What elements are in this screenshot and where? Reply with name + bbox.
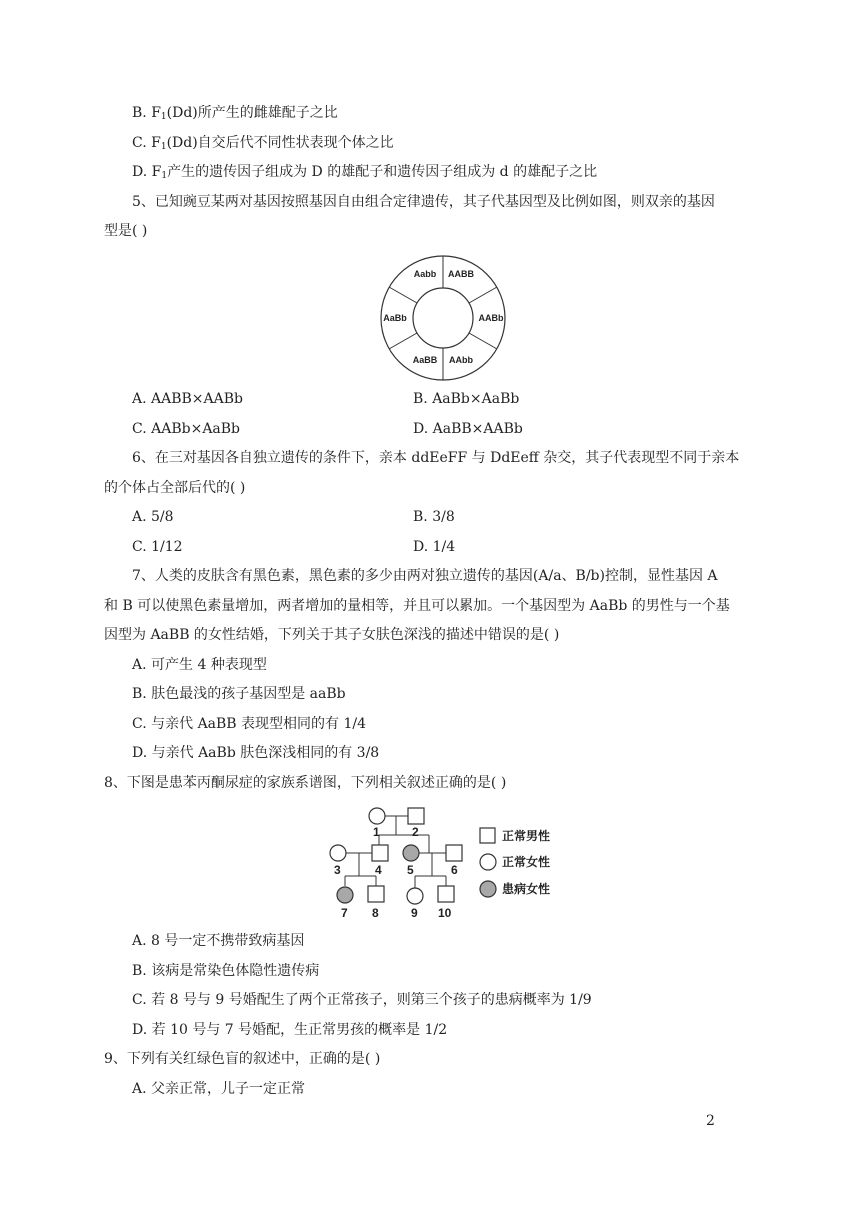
pedigree-individual-1 bbox=[369, 808, 385, 824]
pedigree-label-3: 3 bbox=[334, 863, 341, 877]
q4-option-c-pre: C. F bbox=[132, 135, 161, 151]
q4-option-b-post: (Dd)所产生的雌雄配子之比 bbox=[166, 105, 338, 121]
q8-option-d: D. 若 10 号与 7 号婚配，生正常男孩的概率是 1/2 bbox=[132, 1022, 448, 1038]
q5-stem-line1: 5、已知豌豆某两对基因按照基因自由组合定律遗传，其子代基因型及比例如图，则双亲的基因 bbox=[132, 194, 715, 210]
q4-option-d-pre: D. F bbox=[132, 164, 162, 180]
q4-option-b-sub: 1 bbox=[160, 112, 167, 122]
q4-option-c-sub: 1 bbox=[160, 142, 167, 152]
q8-option-b: B. 该病是常染色体隐性遗传病 bbox=[132, 963, 320, 979]
pedigree-label-8: 8 bbox=[372, 906, 379, 920]
q4-option-c-post: (Dd)自交后代不同性状表现个体之比 bbox=[166, 135, 394, 151]
pedigree-chart bbox=[320, 800, 570, 922]
page-number: 2 bbox=[706, 1113, 715, 1129]
pedigree-individual-4 bbox=[372, 845, 388, 861]
genotype-ring-figure bbox=[370, 255, 516, 381]
q6-option-a: A. 5/8 bbox=[132, 509, 174, 525]
q8-option-c: C. 若 8 号与 9 号婚配生了两个正常孩子，则第三个孩子的患病概率为 1/9 bbox=[132, 992, 592, 1008]
pedigree-individual-5 bbox=[403, 845, 419, 861]
pedigree-label-7: 7 bbox=[341, 906, 348, 920]
legend-affected-icon bbox=[480, 881, 496, 897]
q5-option-a: A. AABB×AABb bbox=[132, 391, 244, 407]
q6-stem-line1: 6、在三对基因各自独立遗传的条件下，亲本 ddEeFF 与 DdEeff 杂交，其子代表现型不同于亲本 bbox=[132, 450, 740, 466]
pedigree-individual-6 bbox=[446, 845, 462, 861]
pedigree-label-5: 5 bbox=[407, 863, 414, 877]
legend-affected-label: 患病女性 bbox=[502, 882, 551, 896]
q4-option-c bbox=[132, 133, 394, 157]
legend-male-icon bbox=[480, 828, 495, 843]
ring-label-left: AaBb bbox=[383, 313, 407, 323]
ring-label-aabb: Aabb bbox=[413, 269, 437, 279]
ring-label-lower-left: AaBB bbox=[412, 355, 438, 365]
q6-option-c: C. 1/12 bbox=[132, 539, 183, 555]
legend-female-icon bbox=[480, 854, 496, 870]
q4-option-d-post: 产生的遗传因子组成为 D 的雄配子和遗传因子组成为 d 的雄配子之比 bbox=[167, 164, 598, 180]
q8-stem: 8、下图是患苯丙酮尿症的家族系谱图，下列相关叙述正确的是( ) bbox=[104, 775, 507, 791]
q6-option-d: D. 1/4 bbox=[413, 539, 456, 555]
q7-stem-line3: 因型为 AaBB 的女性结婚，下列关于其子女肤色深浅的描述中错误的是( ) bbox=[104, 627, 560, 643]
ring-divider-lower-left bbox=[389, 333, 417, 349]
pedigree-label-4: 4 bbox=[375, 863, 382, 877]
ring-label-aabb-right: AABb bbox=[478, 313, 504, 323]
ring-divider-upper-right bbox=[469, 287, 497, 303]
pedigree-label-9: 9 bbox=[411, 906, 418, 920]
q4-option-d-sub: 1 bbox=[161, 171, 168, 181]
q5-option-b: B. AaBb×AaBb bbox=[413, 391, 520, 407]
pedigree-individual-8 bbox=[368, 886, 384, 902]
q6-stem-line2: 的个体占全部后代的( ) bbox=[104, 480, 246, 496]
legend-male-label: 正常男性 bbox=[502, 829, 551, 843]
q5-stem-line2: 型是( ) bbox=[104, 223, 148, 239]
q7-option-d: D. 与亲代 AaBb 肤色深浅相同的有 3/8 bbox=[132, 745, 380, 761]
pedigree-label-6: 6 bbox=[451, 863, 458, 877]
pedigree-label-2: 2 bbox=[412, 825, 419, 839]
q4-option-b-pre: B. F bbox=[132, 105, 161, 121]
ring-label-lower-right: AAbb bbox=[449, 355, 473, 365]
q4-option-b bbox=[132, 103, 338, 127]
pedigree-individual-7 bbox=[337, 887, 353, 903]
ring-inner bbox=[413, 288, 473, 348]
pedigree-label-10: 10 bbox=[438, 906, 452, 920]
q7-option-c: C. 与亲代 AaBB 表现型相同的有 1/4 bbox=[132, 716, 367, 732]
q9-option-a: A. 父亲正常，儿子一定正常 bbox=[132, 1081, 306, 1097]
q8-option-a: A. 8 号一定不携带致病基因 bbox=[132, 933, 305, 949]
legend-female-label: 正常女性 bbox=[502, 855, 551, 869]
q4-option-d bbox=[132, 162, 597, 186]
q7-stem-line1: 7、人类的皮肤含有黑色素，黑色素的多少由两对独立遗传的基因(A/a、B/b)控制，显性基因 A bbox=[132, 568, 718, 584]
q5-option-c: C. AABb×AaBb bbox=[132, 421, 241, 437]
ring-divider-lower-right bbox=[469, 333, 497, 349]
pedigree-individual-3 bbox=[330, 845, 346, 861]
q5-option-d: D. AaBB×AABb bbox=[413, 421, 523, 437]
ring-label-aabb-upper: AABB bbox=[448, 269, 474, 279]
q7-option-b: B. 肤色最浅的孩子基因型是 aaBb bbox=[132, 686, 346, 702]
pedigree-individual-2 bbox=[408, 808, 424, 824]
pedigree-individual-10 bbox=[438, 886, 454, 902]
q7-option-a: A. 可产生 4 种表现型 bbox=[132, 657, 267, 673]
ring-divider-upper-left bbox=[389, 287, 417, 303]
pedigree-individual-9 bbox=[407, 888, 423, 904]
q6-option-b: B. 3/8 bbox=[413, 509, 455, 525]
pedigree-label-1: 1 bbox=[373, 825, 380, 839]
q7-stem-line2: 和 B 可以使黑色素量增加，两者增加的量相等，并且可以累加。一个基因型为 AaBb 的男性与一个基 bbox=[104, 598, 730, 614]
q9-stem: 9、下列有关红绿色盲的叙述中，正确的是( ) bbox=[104, 1051, 381, 1067]
